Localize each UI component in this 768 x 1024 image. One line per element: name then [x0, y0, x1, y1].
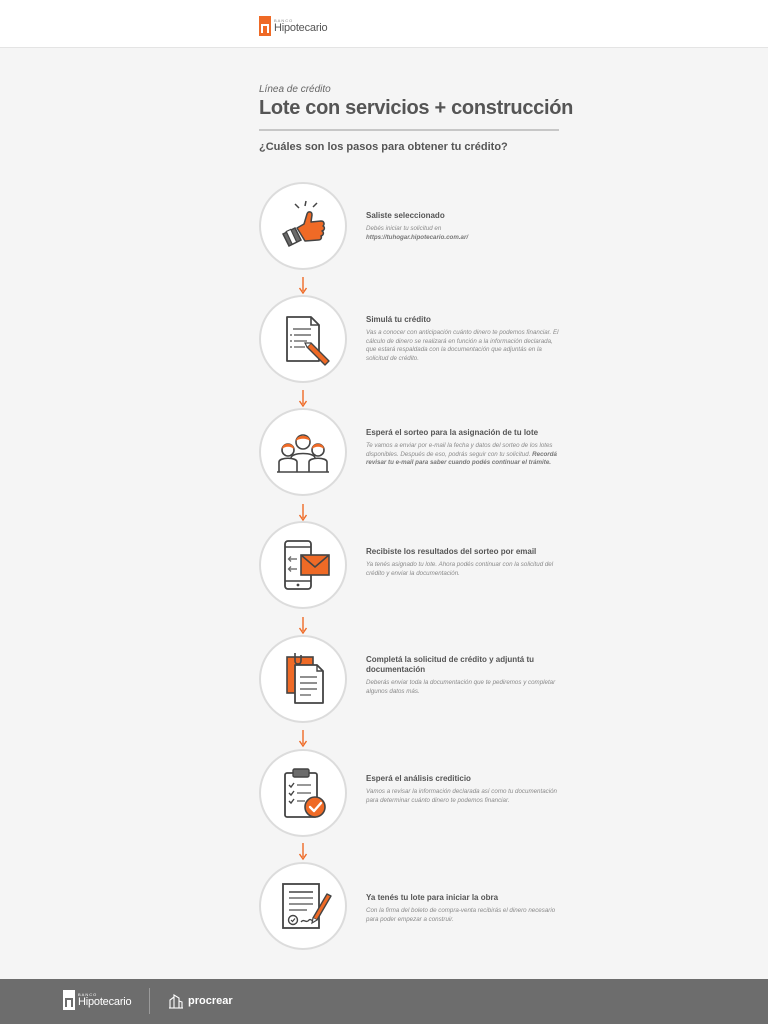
step-arrow-5-icon — [298, 730, 308, 748]
footer-house-logo-icon — [63, 990, 75, 1010]
step-4-desc: Ya tenés asignado tu lote. Ahora podés continuar con la solicitud del crédito y enviar la documentación. — [366, 561, 554, 577]
procrear-building-icon — [168, 993, 184, 1009]
step-6-title: Esperá el análisis crediticio — [366, 774, 471, 783]
phone-email-icon — [271, 533, 335, 597]
step-6-icon-circle — [259, 749, 347, 837]
procrear-wordmark: procrear — [188, 995, 233, 1007]
step-2-desc: Vas a conocer con anticipación cuánto dinero te podemos financiar. El cálculo de dinero se realizará en función a la información declarada, que estará respaldada con la documentación que adjuntás en la solicitud de crédito. — [366, 329, 559, 362]
footer-banco-hipotecario-logo[interactable] — [63, 990, 131, 1010]
step-3-title: Esperá el sorteo para la asignación de tu lote — [366, 428, 539, 437]
footer-logo-name: Hipotecario — [78, 995, 132, 1008]
step-arrow-1-icon — [298, 277, 308, 295]
step-7-text — [366, 893, 562, 924]
step-4-title: Recibiste los resultados del sorteo por email — [366, 547, 537, 556]
page-title: Lote con servicios + construcción — [259, 97, 574, 119]
step-2-text — [366, 315, 562, 363]
step-5-title: Completá la solicitud de crédito y adjuntá tu documentación — [366, 655, 535, 674]
step-3-icon-circle — [259, 408, 347, 496]
thumbs-up-icon — [271, 194, 335, 258]
footer-divider — [149, 988, 150, 1014]
step-7-title: Ya tenés tu lote para iniciar la obra — [366, 893, 499, 902]
step-4-text — [366, 547, 562, 578]
step-7-desc: Con la firma del boleto de compra-venta recibirás el dinero necesario para poder empezar a construir. — [366, 907, 556, 923]
step-2-icon-circle — [259, 295, 347, 383]
step-6-text — [366, 774, 562, 805]
step-5-desc: Deberás enviar toda la documentación que te pediremos y completar algunos datos más. — [366, 679, 556, 695]
people-icon — [271, 420, 335, 484]
procrear-logo[interactable] — [168, 993, 233, 1009]
step-1-title: Saliste seleccionado — [366, 211, 445, 220]
page-subtitle: Línea de crédito — [259, 84, 331, 95]
step-arrow-4-icon — [298, 617, 308, 635]
step-arrow-6-icon — [298, 843, 308, 861]
title-divider — [259, 129, 559, 131]
step-5-icon-circle — [259, 635, 347, 723]
step-2-title: Simulá tu crédito — [366, 315, 431, 324]
logo-small-text: BANCO — [274, 17, 294, 23]
step-arrow-3-icon — [298, 504, 308, 522]
step-3-text — [366, 428, 562, 468]
footer-bar — [0, 979, 768, 1024]
step-arrow-2-icon — [298, 390, 308, 408]
clipboard-documents-icon — [271, 647, 335, 711]
step-1-icon-circle — [259, 182, 347, 270]
top-header — [0, 0, 768, 48]
footer-logo-small-text: BANCO — [78, 991, 98, 997]
step-6-desc: Vamos a revisar la información declarada así como tu documentación para determinar cuánto dinero te podemos financiar. — [366, 788, 557, 804]
step-4-icon-circle — [259, 521, 347, 609]
checklist-check-icon — [271, 761, 335, 825]
step-1-text — [366, 211, 562, 242]
house-logo-icon — [259, 16, 271, 36]
banco-hipotecario-logo[interactable] — [259, 16, 327, 36]
step-3-desc: Te vamos a enviar por e-mail la fecha y datos del sorteo de los lotes disponibles. Después de eso, podrás seguir con tu solicitud. Recordá revisar tu e-mail para saber cuando podés continuar el trámite. — [366, 442, 557, 467]
step-5-text — [366, 655, 562, 696]
logo-name: Hipotecario — [274, 21, 328, 34]
steps-question: ¿Cuáles son los pasos para obtener tu crédito? — [259, 141, 508, 153]
step-1-desc: Debés iniciar tu solicitud en https://tuhogar.hipotecario.com.ar/ — [366, 225, 469, 241]
contract-signature-icon — [271, 874, 335, 938]
step-7-icon-circle — [259, 862, 347, 950]
document-pencil-icon — [271, 307, 335, 371]
step-1-link[interactable]: https://tuhogar.hipotecario.com.ar/ — [366, 233, 469, 241]
